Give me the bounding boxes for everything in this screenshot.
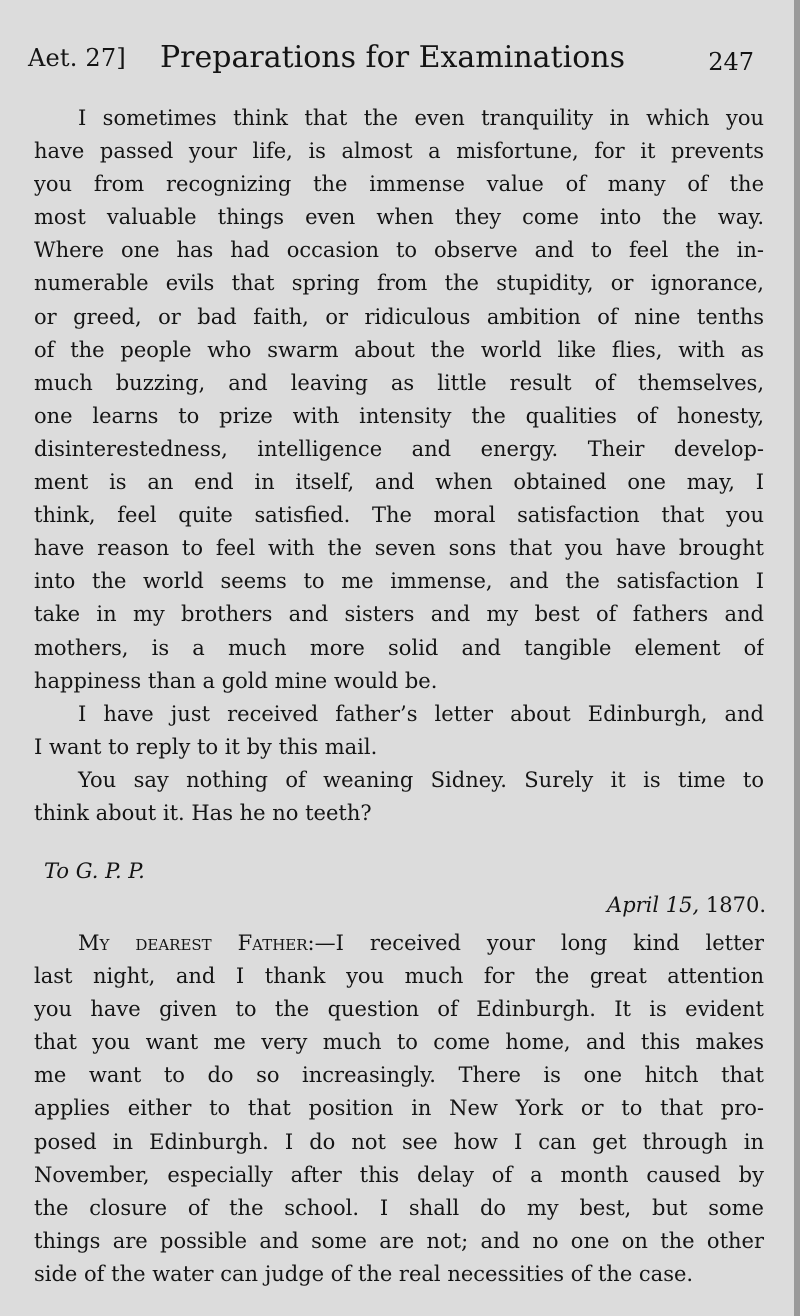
text-line: numerable evils that spring from the stupidity, or ignorance,	[34, 271, 764, 296]
text-line: that you want me very much to come home, and this makes	[34, 1030, 764, 1055]
text-line: posed in Edinburgh. I do not see how I can get through in	[34, 1129, 764, 1154]
text-line: last night, and I thank you much for the great attention	[34, 964, 764, 989]
text-line: me want to do so increasingly. There is one hitch that	[34, 1063, 764, 1088]
page-edge-shadow	[794, 0, 800, 1316]
text-line: of the people who swarm about the world like flies, with as	[34, 337, 764, 362]
text-line: think, feel quite satisfied. The moral satisfaction that you	[34, 503, 764, 528]
text-line: happiness than a gold mine would be.	[34, 668, 438, 693]
letter-first-line	[34, 927, 764, 960]
letter-salutation: My dearest Father:	[78, 931, 315, 955]
text-line: have passed your life, is almost a misfortune, for it prevents	[34, 139, 764, 164]
text-line: you have given to the question of Edinburgh. It is evident	[34, 997, 764, 1022]
running-head	[28, 40, 754, 80]
text-line: I sometimes think that the even tranquility in which you	[78, 106, 764, 130]
letter-date-month-day: April 15,	[607, 893, 700, 917]
text-line: much buzzing, and leaving as little result of themselves,	[34, 370, 764, 395]
text-line: think about it. Has he no teeth?	[34, 800, 372, 825]
text-line: I want to reply to it by this mail.	[34, 734, 378, 759]
letter-date	[607, 893, 766, 917]
text-line: I have just received father’s letter about Edinburgh, and	[78, 701, 764, 726]
page-number: 247	[708, 48, 754, 76]
text-line: one learns to prize with intensity the qualities of honesty,	[34, 403, 764, 428]
text-line: or greed, or bad faith, or ridiculous ambition of nine tenths	[34, 304, 764, 329]
text-line: most valuable things even when they come into the way.	[34, 205, 764, 230]
text-line: mothers, is a much more solid and tangible element of	[34, 635, 764, 660]
letter-recipient: To G. P. P.	[44, 859, 145, 883]
text-line: You say nothing of weaning Sidney. Surely it is time to	[78, 767, 764, 792]
text-line: have reason to feel with the seven sons that you have brought	[34, 536, 764, 561]
text-line: applies either to that position in New York or to that pro-	[34, 1096, 764, 1121]
text-line: things are possible and some are not; and no one on the other	[34, 1228, 764, 1253]
text-block-1	[34, 102, 764, 830]
text-line: the closure of the school. I shall do my best, but some	[34, 1195, 764, 1220]
running-head-title: Preparations for Examinations	[160, 40, 625, 75]
text-line: disinterestedness, intelligence and energy. Their develop-	[34, 436, 764, 461]
text-line: into the world seems to me immense, and the satisfaction I	[34, 569, 764, 594]
text-line: Where one has had occasion to observe and to feel the in-	[34, 238, 764, 263]
text-block-2	[34, 927, 764, 1291]
text-line: side of the water can judge of the real necessities of the case.	[34, 1261, 694, 1286]
letter-first-line-text: —I received your long kind letter	[314, 931, 764, 955]
text-line: November, especially after this delay of a month caused by	[34, 1162, 764, 1187]
letter-date-year: 1870.	[705, 893, 766, 917]
running-head-age: Aet. 27]	[28, 44, 126, 72]
text-line: ment is an end in itself, and when obtained one may, I	[34, 470, 764, 495]
text-line: you from recognizing the immense value of many of the	[34, 172, 764, 197]
text-line: take in my brothers and sisters and my best of fathers and	[34, 602, 764, 627]
